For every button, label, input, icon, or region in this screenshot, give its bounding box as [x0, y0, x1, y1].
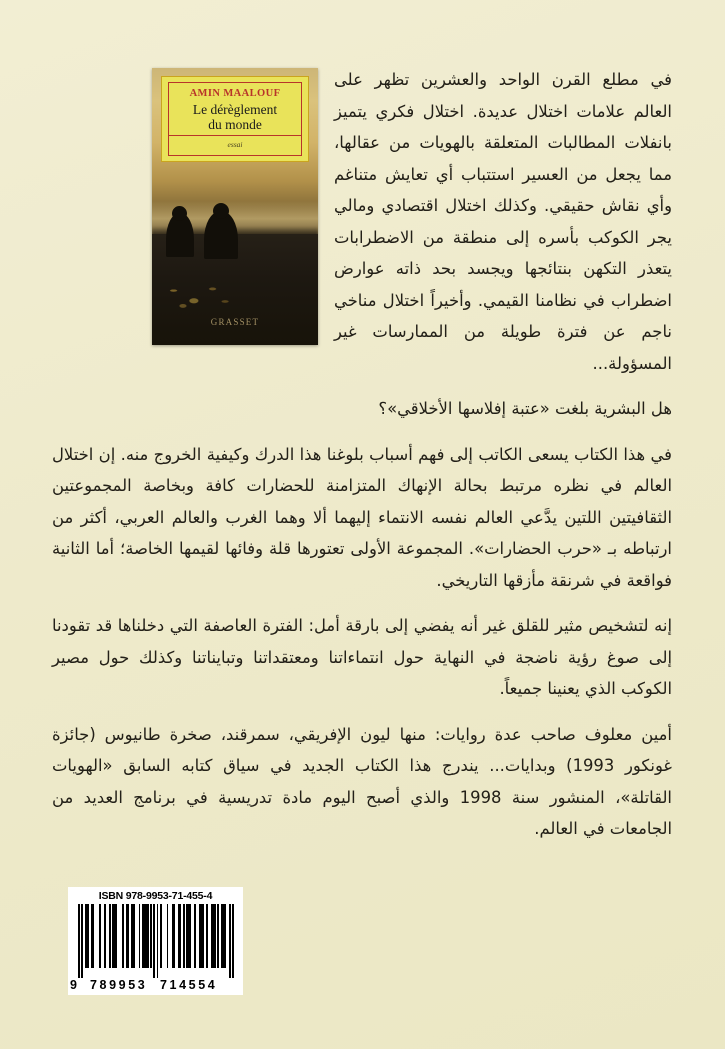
barcode-lead-digit: 9	[70, 978, 77, 992]
blurb-paragraph-3: إنه لتشخيص مثير للقلق غير أنه يفضي إلى بارقة أمل: الفترة العاصفة التي دخلناها قد تقودنا إلى صوغ رؤية ناضجة في النهاية حول انتماءاتنا ومعتقداتنا وتبايناتنا وكذلك حول مصير الكوكب الذي يعنينا جميعاً.	[52, 616, 672, 698]
blurb-question: هل البشرية بلغت «عتبة إفلاسها الأخلاقي»؟	[378, 399, 672, 418]
barcode-digit-group-1: 789953	[90, 978, 148, 992]
cover-author-name: AMIN MAALOUF	[189, 88, 281, 99]
barcode-bar	[232, 904, 234, 978]
cover-title-line-2: du monde	[208, 117, 262, 132]
cover-text-wrap-spacer	[52, 64, 334, 356]
isbn-text: ISBN 978-9953-71-455-4	[98, 890, 213, 902]
barcode-digit-group-2: 714554	[160, 978, 218, 992]
cover-publisher-label: GRASSET	[210, 317, 260, 327]
author-bio-paragraph: أمين معلوف صاحب عدة روايات: منها ليون الإفريقي، سمرقند، صخرة طانيوس (جائزة غونكور 1993) وبدايات... يندرج هذا الكتاب الجديد في سياق كتابه السابق «الهويات القاتلة»، المنشور سنة 1998 والذي أصبح اليوم مادة تدريسية في برنامج العديد من الجامعات في العالم.	[52, 724, 673, 838]
cover-title-line-1: Le dérèglement	[192, 102, 278, 117]
blurb-paragraph-1: في مطلع القرن الواحد والعشرين تظهر على العالم علامات اختلال عديدة. اختلال فكري يتميز بانفلات المطالبات المتعلقة بالهويات من عقالها، مما يجعل من العسير استتباب أي تعايش متناغم وأي نقاش حقيقي. وكذلك اختلال اقتصادي ومالي يجر الكوكب بأسره إلى منطقة من الاضطرابات يتعذر التكهن بنتائجها ويجسد بحد ذاته عوارض اضطراب في نظامنا القيمي. وأخيراً اختلال مناخي ناجم عن فترة طويلة من الممارسات غير المسؤولة...	[334, 70, 672, 373]
blurb-paragraph-2: في هذا الكتاب يسعى الكاتب إلى فهم أسباب بلوغنا هذا الدرك وكيفية الخروج منه. إن اختلال العالم في نظره مرتبط بحالة الإنهاك المتزامنة للحضارات كافة وبخاصة المجموعتين الثقافيتين اللتين يدَّعي العالم نفسه الانتماء إليهما ألا وهما الغرب والعالم العربي، أكثر من ارتباطه بـ «حرب الحضارات». المجموعة الأولى تعتورها قلة وفائها لقيمها الخاصة؛ أما الثانية فواقعة في شرنقة مأزقها التاريخي.	[52, 444, 672, 590]
barcode-digits	[68, 978, 243, 992]
barcode-bars	[78, 904, 234, 978]
back-cover-blurb	[52, 64, 672, 859]
isbn-barcode-block	[68, 887, 243, 995]
cover-genre-label: essai	[227, 140, 243, 149]
